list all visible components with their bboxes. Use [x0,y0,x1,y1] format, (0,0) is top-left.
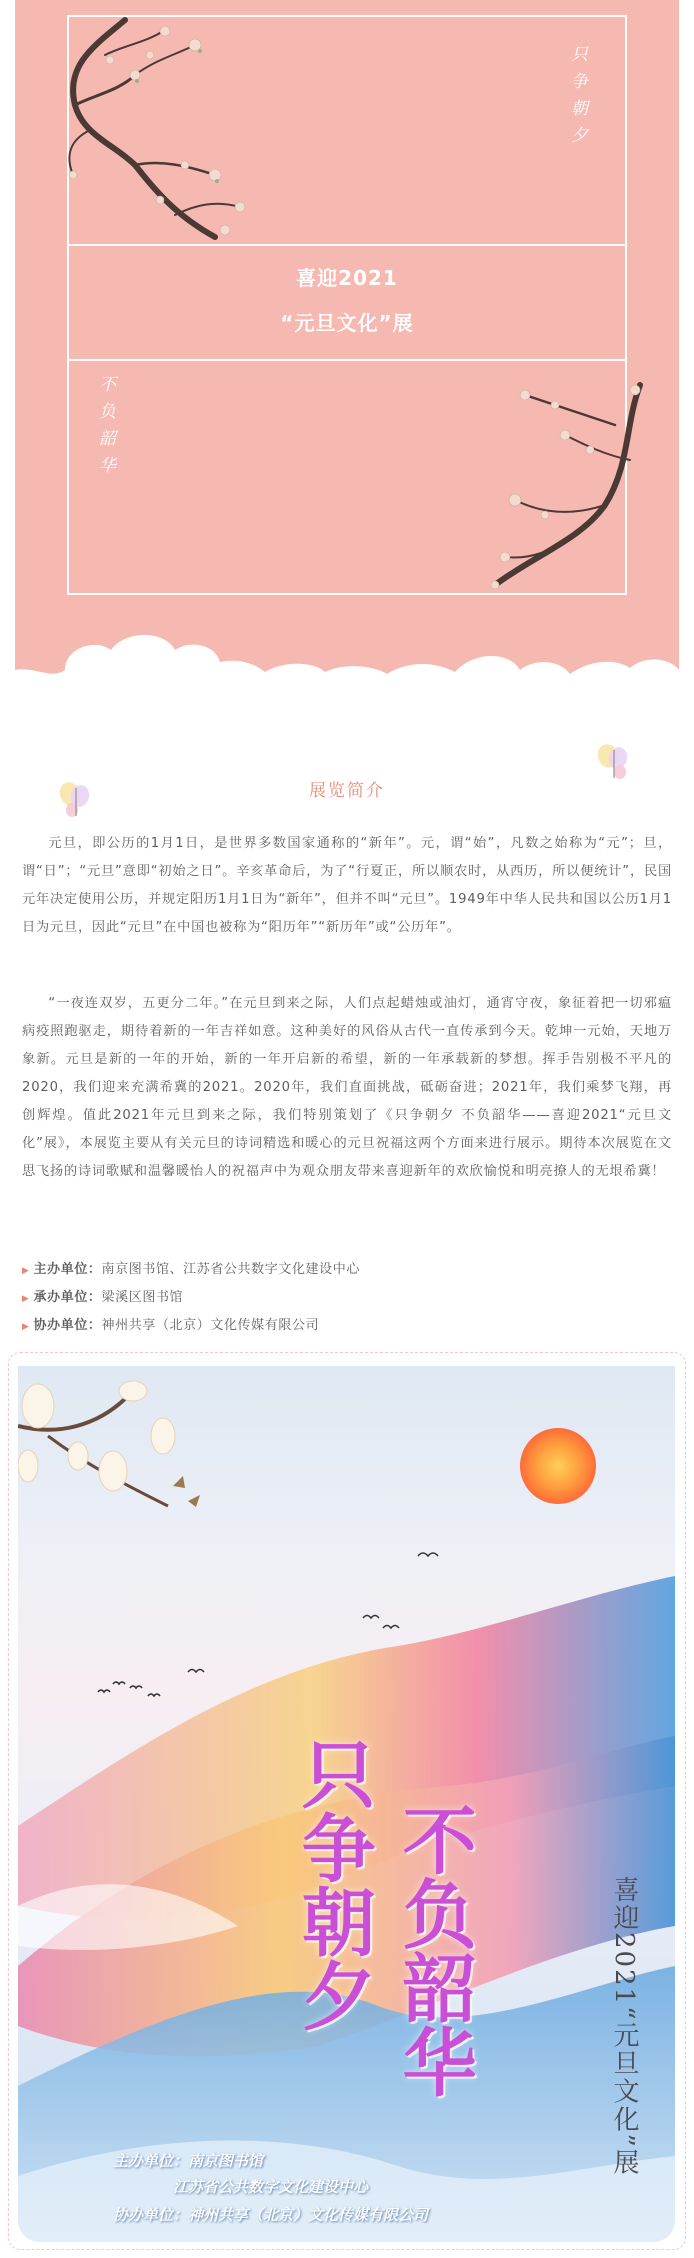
plum-branch-bottom-icon [455,365,645,595]
organizer-undertaker [22,1286,183,1305]
organizer-undertaker-value: 梁溪区图书馆 [101,1290,184,1305]
organizer-host-label: 主办单位： [33,1262,102,1277]
intro-paragraph-1: 元旦，即公历的1月1日，是世界多数国家通称的“新年”。元，谓“始”，凡数之始称为“元”；旦，谓“日”；“元旦”意即“初始之日”。辛亥革命后，为了“行夏正，所以顺农时，从西历，所以便统计”，民国元年决定使用公历，并规定阳历1月1日为“新年”，但并不叫“元旦”。1949年中华人民共和国以公历1月1日为元旦，因此“元旦”在中国也被称为“阳历年”“新历年”或“公历年”。 [22,836,672,935]
banner-title-line1: 喜迎2021 [296,266,398,290]
cloud-border [15,600,679,690]
poster-credit-coorganizer: 协办单位：神州共享（北京）文化传媒有限公司 [113,2206,429,2224]
organizer-coorganizer-label: 协办单位： [33,1318,102,1333]
poster-title-left: 只争朝夕 [289,1736,376,2032]
organizer-coorganizer [22,1314,319,1333]
poster-subtitle: 喜迎2021“元旦文化”展 [609,1876,639,2177]
banner-vertical-right: 只争朝夕 [567,45,587,153]
arrow-right-icon: ▶ [22,1294,30,1304]
poster-title-right: 不负韶华 [390,1802,477,2098]
organizer-host-value: 南京图书馆、江苏省公共数字文化建设中心 [101,1262,360,1277]
intro-heading: 展览简介 [309,781,385,801]
poster-credit-host-2: 江苏省公共数字文化建设中心 [173,2178,369,2196]
organizer-host [22,1258,360,1277]
intro-paragraph-2: “一夜连双岁，五更分二年。”在元旦到来之际，人们点起蜡烛或油灯，通宵守夜，象征着把一切邪瘟病疫照跑驱走，期待着新的一年吉祥如意。这种美好的风俗从古代一直传承到今天。乾坤一元始，天地万象新。元旦是新的一年的开始，新的一年开启新的希望，新的一年承载新的梦想。挥手告别极不平凡的2020，我们迎来充满希冀的2021。2020年，我们直面挑战，砥砺奋进；2021年，我们乘梦飞翔，再创辉煌。值此2021年元旦到来之际，我们特别策划了《只争朝夕 不负韶华——喜迎2021“元旦文化”展》，本展览主要从有关元旦的诗词精选和暖心的元旦祝福这两个方面来进行展示。期待本次展览在文思飞扬的诗词歌赋和温馨暖怡人的祝福声中为观众朋友带来喜迎新年的欢欣愉悦和明亮撩人的无垠希冀！ [22,996,672,1179]
magnolia-branch-icon [18,1381,200,1507]
organizer-coorganizer-value: 神州共享（北京）文化传媒有限公司 [101,1318,320,1333]
banner-title-line2: “元旦文化”展 [280,311,414,335]
plum-branch-top-icon [65,15,275,245]
poster-credit-host: 主办单位：南京图书馆 [113,2152,264,2170]
frame-divider-bottom [69,359,625,361]
sun [520,1428,596,1504]
organizer-undertaker-label: 承办单位： [33,1290,102,1305]
arrow-right-icon: ▶ [22,1266,30,1276]
exhibition-poster [18,1366,675,2242]
arrow-right-icon: ▶ [22,1322,30,1332]
banner-vertical-left: 不负韶华 [95,375,115,483]
top-banner [15,0,679,690]
